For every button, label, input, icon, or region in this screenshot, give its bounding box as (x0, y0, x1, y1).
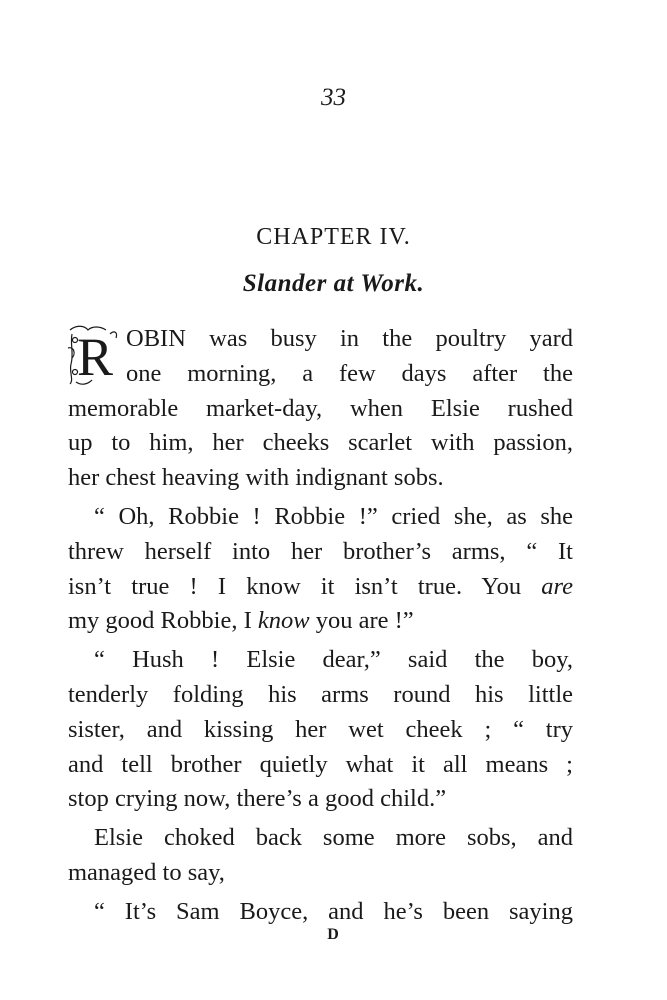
signature-mark: D (327, 926, 340, 943)
text-line (68, 782, 573, 817)
text-line (68, 461, 573, 496)
text-segment: and tell brother quietly what it all means ; (68, 750, 573, 778)
text-segment: my good Robbie, I (68, 607, 258, 635)
text-line (68, 678, 573, 713)
text-line (68, 643, 573, 678)
drop-cap-letter: R (76, 327, 114, 387)
text-segment: memorable market-day, when Elsie rushed (68, 394, 573, 422)
text-segment: isn’t true ! I know it isn’t true. You (68, 572, 542, 600)
text-segment: “ It’s Sam Boyce, and he’s been saying (94, 897, 573, 925)
body-text (68, 322, 573, 930)
text-segment: sister, and kissing her wet cheek ; “ try (68, 715, 573, 743)
text-line (68, 821, 573, 856)
text-segment: Elsie choked back some more sobs, and (94, 824, 573, 852)
text-segment: her chest heaving with indignant sobs. (68, 464, 444, 492)
text-segment: threw herself into her brother’s arms, “ It (68, 537, 573, 565)
text-segment: you are !” (309, 607, 414, 635)
text-segment: OBIN (126, 325, 186, 352)
text-line (68, 535, 573, 570)
text-segment: tenderly folding his arms round his little (68, 680, 573, 708)
drop-cap-ornament (66, 324, 122, 388)
text-line (68, 357, 573, 392)
text-segment: are (541, 572, 573, 600)
text-segment: stop crying now, there’s a good child.” (68, 785, 447, 813)
text-segment: managed to say, (68, 858, 225, 886)
text-segment: “ Hush ! Elsie dear,” said the boy, (94, 646, 573, 674)
page-number: 33 (321, 84, 346, 111)
chapter-heading: CHAPTER IV. (256, 224, 411, 250)
text-line (68, 748, 573, 783)
text-line (68, 856, 573, 891)
chapter-title: Slander at Work. (242, 270, 425, 297)
text-line (68, 713, 573, 748)
paragraph-lines (68, 322, 573, 930)
text-line (68, 895, 573, 930)
text-line (68, 500, 573, 535)
text-line (68, 322, 573, 357)
text-segment: “ Oh, Robbie ! Robbie !” cried she, as she (94, 502, 573, 530)
text-line (68, 392, 573, 427)
text-segment: know (257, 607, 310, 635)
text-line (68, 604, 573, 639)
text-line (68, 570, 573, 605)
text-line (68, 426, 573, 461)
text-segment: one morning, a few days after the (126, 359, 573, 387)
text-segment: up to him, her cheeks scarlet with passion, (68, 429, 573, 457)
text-segment: was busy in the poultry yard (185, 325, 573, 352)
